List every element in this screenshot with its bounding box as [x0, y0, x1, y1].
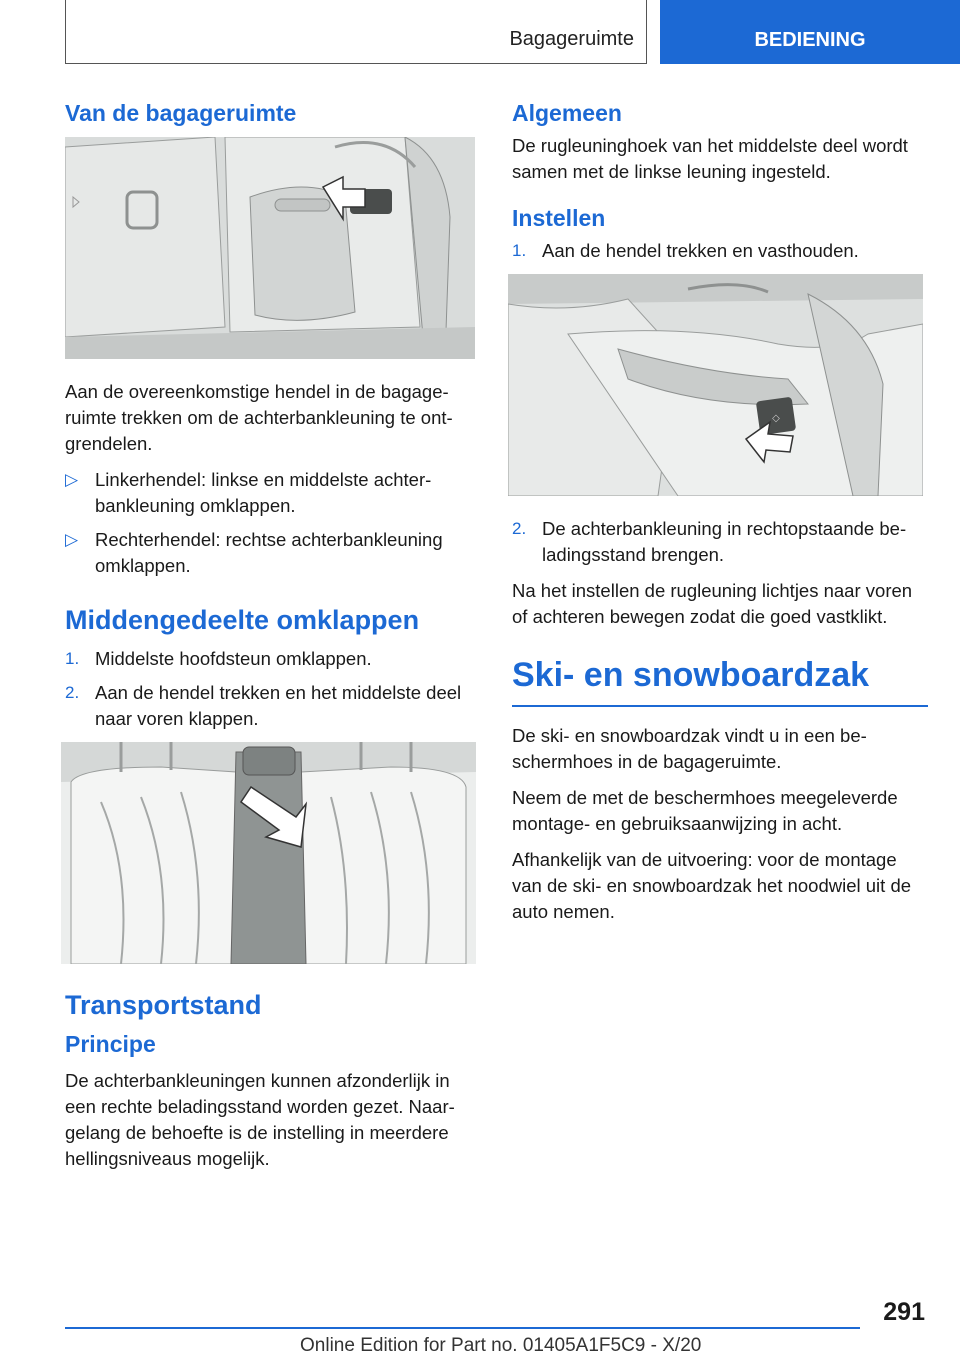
step-number: 1. — [512, 241, 527, 260]
list-item — [65, 646, 475, 672]
paragraph-van: Aan de overeenkomstige hendel in de bagageruimte trekken om de achterbankleuning te ontgrendelen. — [65, 381, 453, 454]
step-number: 2. — [512, 519, 527, 538]
steps-middengedeelte — [65, 646, 475, 732]
list-item-text: Rechterhendel: rechtse achterbankleuning omklappen. — [95, 529, 443, 576]
paragraph-algemeen: De rugleuninghoek van het middelste deel wordt samen met de linkse leuning ingesteld. — [512, 135, 908, 182]
heading-instellen: Instellen — [512, 205, 606, 231]
list-item — [65, 680, 475, 732]
list-item — [65, 467, 475, 519]
figure-trunk-lever — [65, 137, 475, 359]
page-number: 291 — [883, 1298, 925, 1326]
footer-rule — [65, 1327, 860, 1329]
heading-principe: Principe — [65, 1031, 156, 1057]
right-column — [512, 100, 928, 935]
paragraph-principe: De achterbankleuningen kunnen afzonderlijk in een rechte beladingsstand worden gezet. Naargelang de behoefte is de instelling in meerdere hellingsniveaus mogelijk. — [65, 1070, 455, 1169]
list-item-text: Middelste hoofdsteun omklappen. — [95, 648, 372, 669]
heading-rule — [512, 705, 928, 707]
list-item — [512, 516, 928, 568]
header-section-box — [65, 0, 647, 64]
steps-instellen-1 — [512, 238, 928, 264]
footer-edition: Online Edition for Part no. 01405A1F5C9 - X/20 — [300, 1335, 702, 1356]
list-item-text: De achterbankleuning in rechtopstaande beladingsstand brengen. — [542, 518, 907, 565]
heading-van-de-bagageruimte: Van de bagageruimte — [65, 100, 297, 126]
header-chapter-tab: BEDIENING — [660, 0, 960, 64]
step-number: 1. — [65, 649, 80, 668]
heading-transportstand: Transportstand — [65, 990, 262, 1020]
paragraph-ski-2: Neem de met de beschermhoes meegeleverde montage- en gebruiksaanwijzing in acht. — [512, 787, 898, 834]
steps-instellen-2 — [512, 516, 928, 568]
left-column — [65, 100, 475, 1182]
heading-algemeen: Algemeen — [512, 100, 622, 126]
list-item — [512, 238, 928, 264]
list-item — [65, 527, 475, 579]
paragraph-ski-1: De ski- en snowboardzak vindt u in een beschermhoes in de bagageruimte. — [512, 725, 867, 772]
heading-ski-snowboardzak: Ski- en snowboardzak — [512, 656, 870, 694]
header-section-title: Bagageruimte — [509, 28, 634, 50]
lever-list — [65, 467, 475, 579]
paragraph-na-instellen: Na het instellen de rugleuning lichtjes naar voren of achteren bewegen zodat die goed vastklikt. — [512, 580, 913, 627]
step-number: 2. — [65, 683, 80, 702]
paragraph-ski-3: Afhankelijk van de uitvoering: voor de montage van de ski- en snowboardzak het noodwiel uit de auto nemen. — [512, 849, 912, 922]
list-item-text: Aan de hendel trekken en vasthouden. — [542, 240, 859, 261]
heading-middengedeelte: Middengedeelte omklappen — [65, 605, 420, 635]
triangle-right-icon: ▷ — [65, 530, 79, 549]
list-item-text: Linkerhendel: linkse en middelste achterbankleuning omklappen. — [95, 469, 432, 516]
svg-text:◇: ◇ — [772, 413, 780, 424]
figure-recline-lever — [508, 274, 923, 496]
list-item-text: Aan de hendel trekken en het middelste deel naar voren klappen. — [95, 682, 462, 729]
figure-rear-seat — [61, 742, 476, 964]
triangle-right-icon: ▷ — [65, 470, 79, 489]
